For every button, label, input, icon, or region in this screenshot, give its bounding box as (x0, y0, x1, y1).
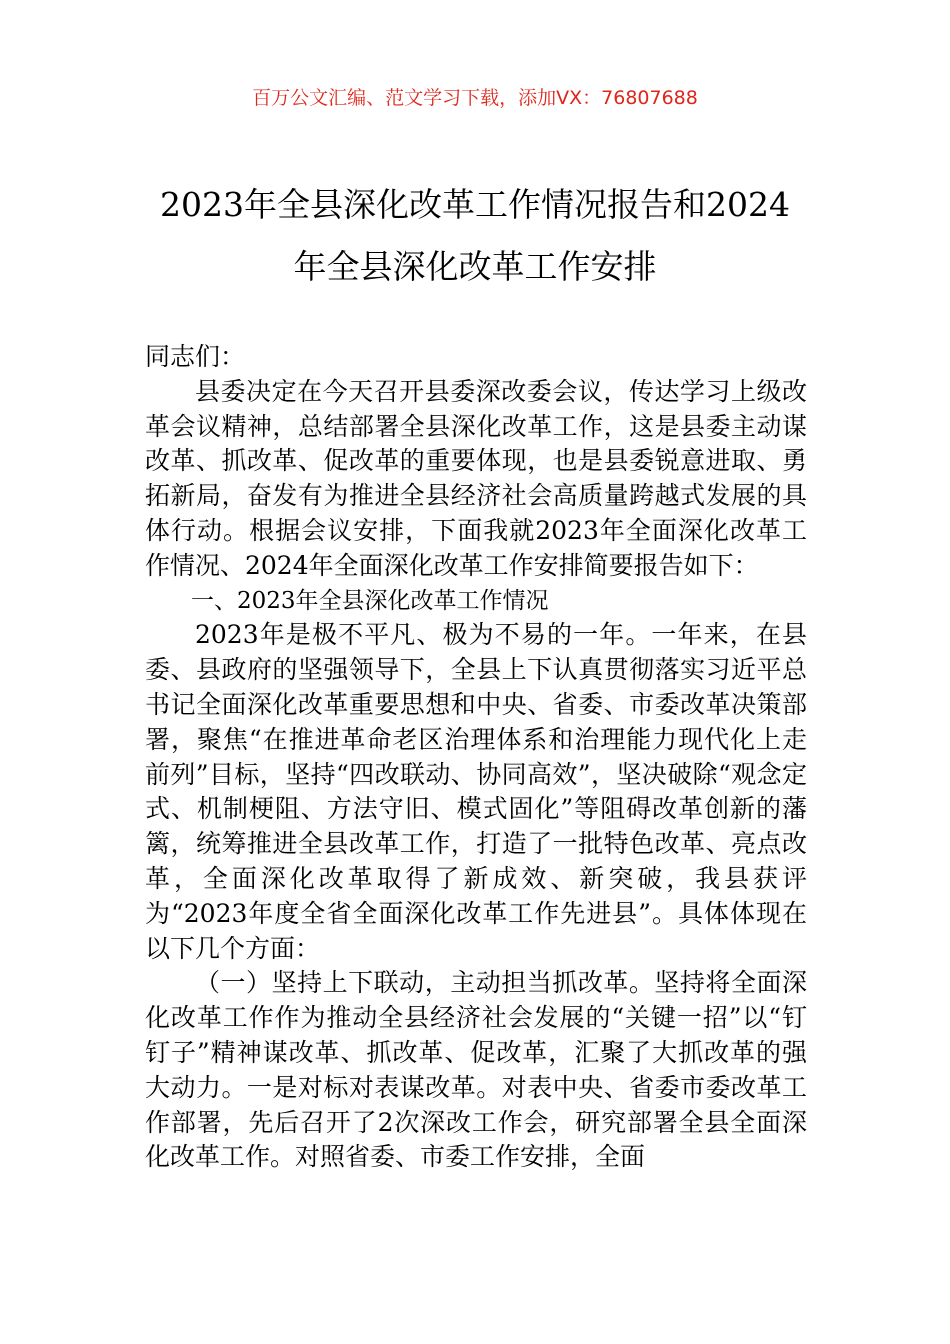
salutation: 同志们： (145, 342, 246, 371)
document-body (145, 340, 807, 1175)
title-line-1: 2023年全县深化改革工作情况报告和2024 (160, 185, 790, 224)
subsection-1-paragraph: （一）坚持上下联动，主动担当抓改革。坚持将全面深化改革工作作为推动全县经济社会发展的“关键一招”以“钉钉子”精神谋改革、抓改革、促改革，汇聚了大抓改革的强大动力。一是对标对表谋改革。对表中央、省委市委改革工作部署，先后召开了2次深改工作会，研究部署全县全面深化改革工作。对照省委、市委工作安排，全面 (145, 968, 807, 1172)
title-line-2: 年全县深化改革工作安排 (293, 247, 657, 286)
intro-paragraph: 县委决定在今天召开县委深改委会议，传达学习上级改革会议精神，总结部署全县深化改革工作，这是县委主动谋改革、抓改革、促改革的重要体现，也是县委锐意进取、勇拓新局，奋发有为推进全县经济社会高质量跨越式发展的具体行动。根据会议安排，下面我就2023年全面深化改革工作情况、2024年全面深化改革工作安排简要报告如下： (145, 376, 807, 580)
watermark-banner: 百万公文汇编、范文学习下载，添加VX：76807688 (252, 87, 698, 109)
document-title (130, 174, 820, 298)
section-heading-1: 一、2023年全县深化改革工作情况 (191, 587, 549, 614)
section-1-paragraph: 2023年是极不平凡、极为不易的一年。一年来，在县委、县政府的坚强领导下，全县上下认真贯彻落实习近平总书记全面深化改革重要思想和中央、省委、市委改革决策部署，聚焦“在推进革命老区治理体系和治理能力现代化上走前列”目标，坚持“四改联动、协同高效”，坚决破除“观念定式、机制梗阻、方法守旧、模式固化”等阻碍改革创新的藩篱，统筹推进全县改革工作，打造了一批特色改革、亮点改革，全面深化改革取得了新成效、新突破，我县获评为“2023年度全省全面深化改革工作先进县”。具体体现在以下几个方面： (145, 620, 807, 963)
